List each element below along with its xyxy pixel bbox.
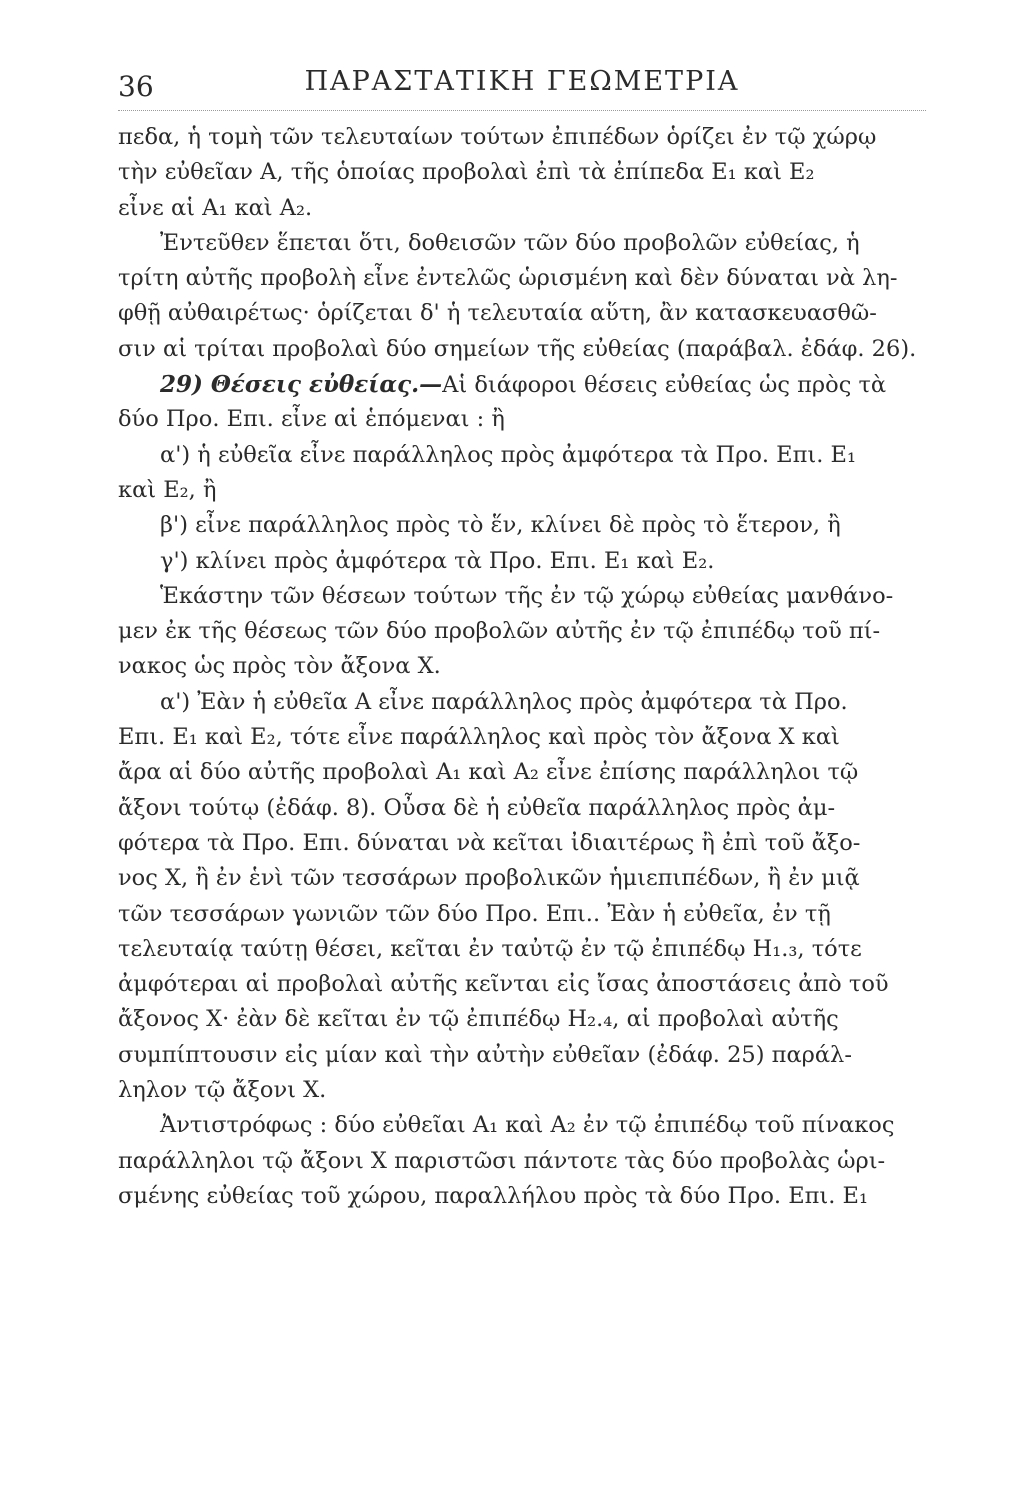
text-line: α') ἡ εὐθεῖα εἶνε παράλληλος πρὸς ἀμφότερα τὰ Προ. Επι. Ε₁ [160, 441, 856, 468]
text-line: Επι. Ε₁ καὶ Ε₂, τότε εἶνε παράλληλος καὶ πρὸς τὸν ἄξονα Χ καὶ [118, 724, 840, 751]
text-line: σιν αἱ τρίται προβολαὶ δύο σημείων τῆς εὐθείας (παράβαλ. ἐδάφ. 26). [118, 335, 917, 362]
text-line: νος Χ, ἢ ἐν ἑνὶ τῶν τεσσάρων προβολικῶν ἡμιεπιπέδων, ἢ ἐν μιᾷ [118, 865, 860, 892]
text-line: φότερα τὰ Προ. Επι. δύναται νὰ κεῖται ἰδιαιτέρως ἢ ἐπὶ τοῦ ἄξο- [118, 829, 861, 856]
text-line: γ') κλίνει πρὸς ἀμφότερα τὰ Προ. Επι. Ε₁ καὶ Ε₂. [160, 547, 715, 574]
text-line: νακος ὡς πρὸς τὸν ἄξονα Χ. [118, 653, 441, 680]
text-line: β') εἶνε παράλληλος πρὸς τὸ ἕν, κλίνει δὲ πρὸς τὸ ἕτερον, ἢ [160, 512, 841, 539]
text-line: σμένης εὐθείας τοῦ χώρου, παραλλήλου πρὸς τὰ δύο Προ. Επι. Ε₁ [118, 1182, 868, 1209]
text-line: α') Ἐὰν ἡ εὐθεῖα Α εἶνε παράλληλος πρὸς ἀμφότερα τὰ Προ. [160, 688, 848, 715]
page-header [118, 58, 926, 111]
text-line: Ἀντιστρόφως : δύο εὐθεῖαι Α₁ καὶ Α₂ ἐν τῷ ἐπιπέδῳ τοῦ πίνακος [160, 1112, 895, 1139]
text-line: Ἑκάστην τῶν θέσεων τούτων τῆς ἐν τῷ χώρῳ εὐθείας μανθάνο- [160, 582, 894, 609]
text-line: ληλον τῷ ἄξονι Χ. [118, 1077, 327, 1104]
text-line: καὶ Ε₂, ἢ [118, 476, 217, 503]
text-line: φθῇ αὐθαιρέτως· ὁρίζεται δ' ἡ τελευταία αὕτη, ἂν κατασκευασθῶ- [118, 300, 877, 327]
text-line: ἄρα αἱ δύο αὐτῆς προβολαὶ Α₁ καὶ Α₂ εἶνε ἐπίσης παράλληλοι τῷ [118, 759, 859, 786]
text-line: δύο Προ. Επι. εἶνε αἱ ἑπόμεναι : ἢ [118, 406, 505, 433]
text-line: ἄξονος Χ· ἐὰν δὲ κεῖται ἐν τῷ ἐπιπέδῳ Η₂.₄, αἱ προβολαὶ αὐτῆς [118, 1006, 839, 1033]
text-line: ἀμφότεραι αἱ προβολαὶ αὐτῆς κεῖνται εἰς ἴσας ἀποστάσεις ἀπὸ τοῦ [118, 971, 889, 998]
text-line: τὴν εὐθεῖαν Α, τῆς ὁποίας προβολαὶ ἐπὶ τὰ ἐπίπεδα Ε₁ καὶ Ε₂ [118, 159, 815, 186]
text-line: συμπίπτουσιν εἰς μίαν καὶ τὴν αὐτὴν εὐθεῖαν (ἐδάφ. 25) παράλ- [118, 1041, 852, 1068]
text-line: εἶνε αἱ Α₁ καὶ Α₂. [118, 194, 313, 221]
text-line: ἄξονι τούτῳ (ἐδάφ. 8). Οὖσα δὲ ἡ εὐθεῖα παράλληλος πρὸς ἀμ- [118, 794, 836, 821]
text-line: πεδα, ἡ τομὴ τῶν τελευταίων τούτων ἐπιπέδων ὁρίζει ἐν τῷ χώρῳ [118, 124, 877, 150]
text-line: μεν ἐκ τῆς θέσεως τῶν δύο προβολῶν αὐτῆς ἐν τῷ ἐπιπέδῳ τοῦ πί- [118, 618, 881, 645]
section-line [118, 367, 926, 402]
running-title: ΠΑΡΑΣΤΑΤΙΚΗ ΓΕΩΜΕΤΡΙΑ [304, 66, 740, 97]
page-number: 36 [118, 70, 154, 103]
text-line: τελευταίᾳ ταύτῃ θέσει, κεῖται ἐν ταὐτῷ ἐν τῷ ἐπιπέδῳ Η₁.₃, τότε [118, 935, 862, 962]
text-line: τρίτη αὐτῆς προβολὴ εἶνε ἐντελῶς ὡρισμένη καὶ δὲν δύναται νὰ λη- [118, 265, 898, 292]
text-line: παράλληλοι τῷ ἄξονι Χ παριστῶσι πάντοτε τὰς δύο προβολὰς ὡρι- [118, 1147, 886, 1174]
section-text: Αἱ διάφοροι θέσεις εὐθείας ὡς πρὸς τὰ [442, 372, 887, 399]
text-line: τῶν τεσσάρων γωνιῶν τῶν δύο Προ. Επι.. Ἐὰν ἡ εὐθεῖα, ἐν τῇ [118, 900, 831, 927]
section-heading: 29) Θέσεις εὐθείας.— [160, 371, 443, 399]
page-body [118, 120, 926, 1214]
text-line: Ἐντεῦθεν ἕπεται ὅτι, δοθεισῶν τῶν δύο προβολῶν εὐθείας, ἡ [160, 229, 860, 256]
